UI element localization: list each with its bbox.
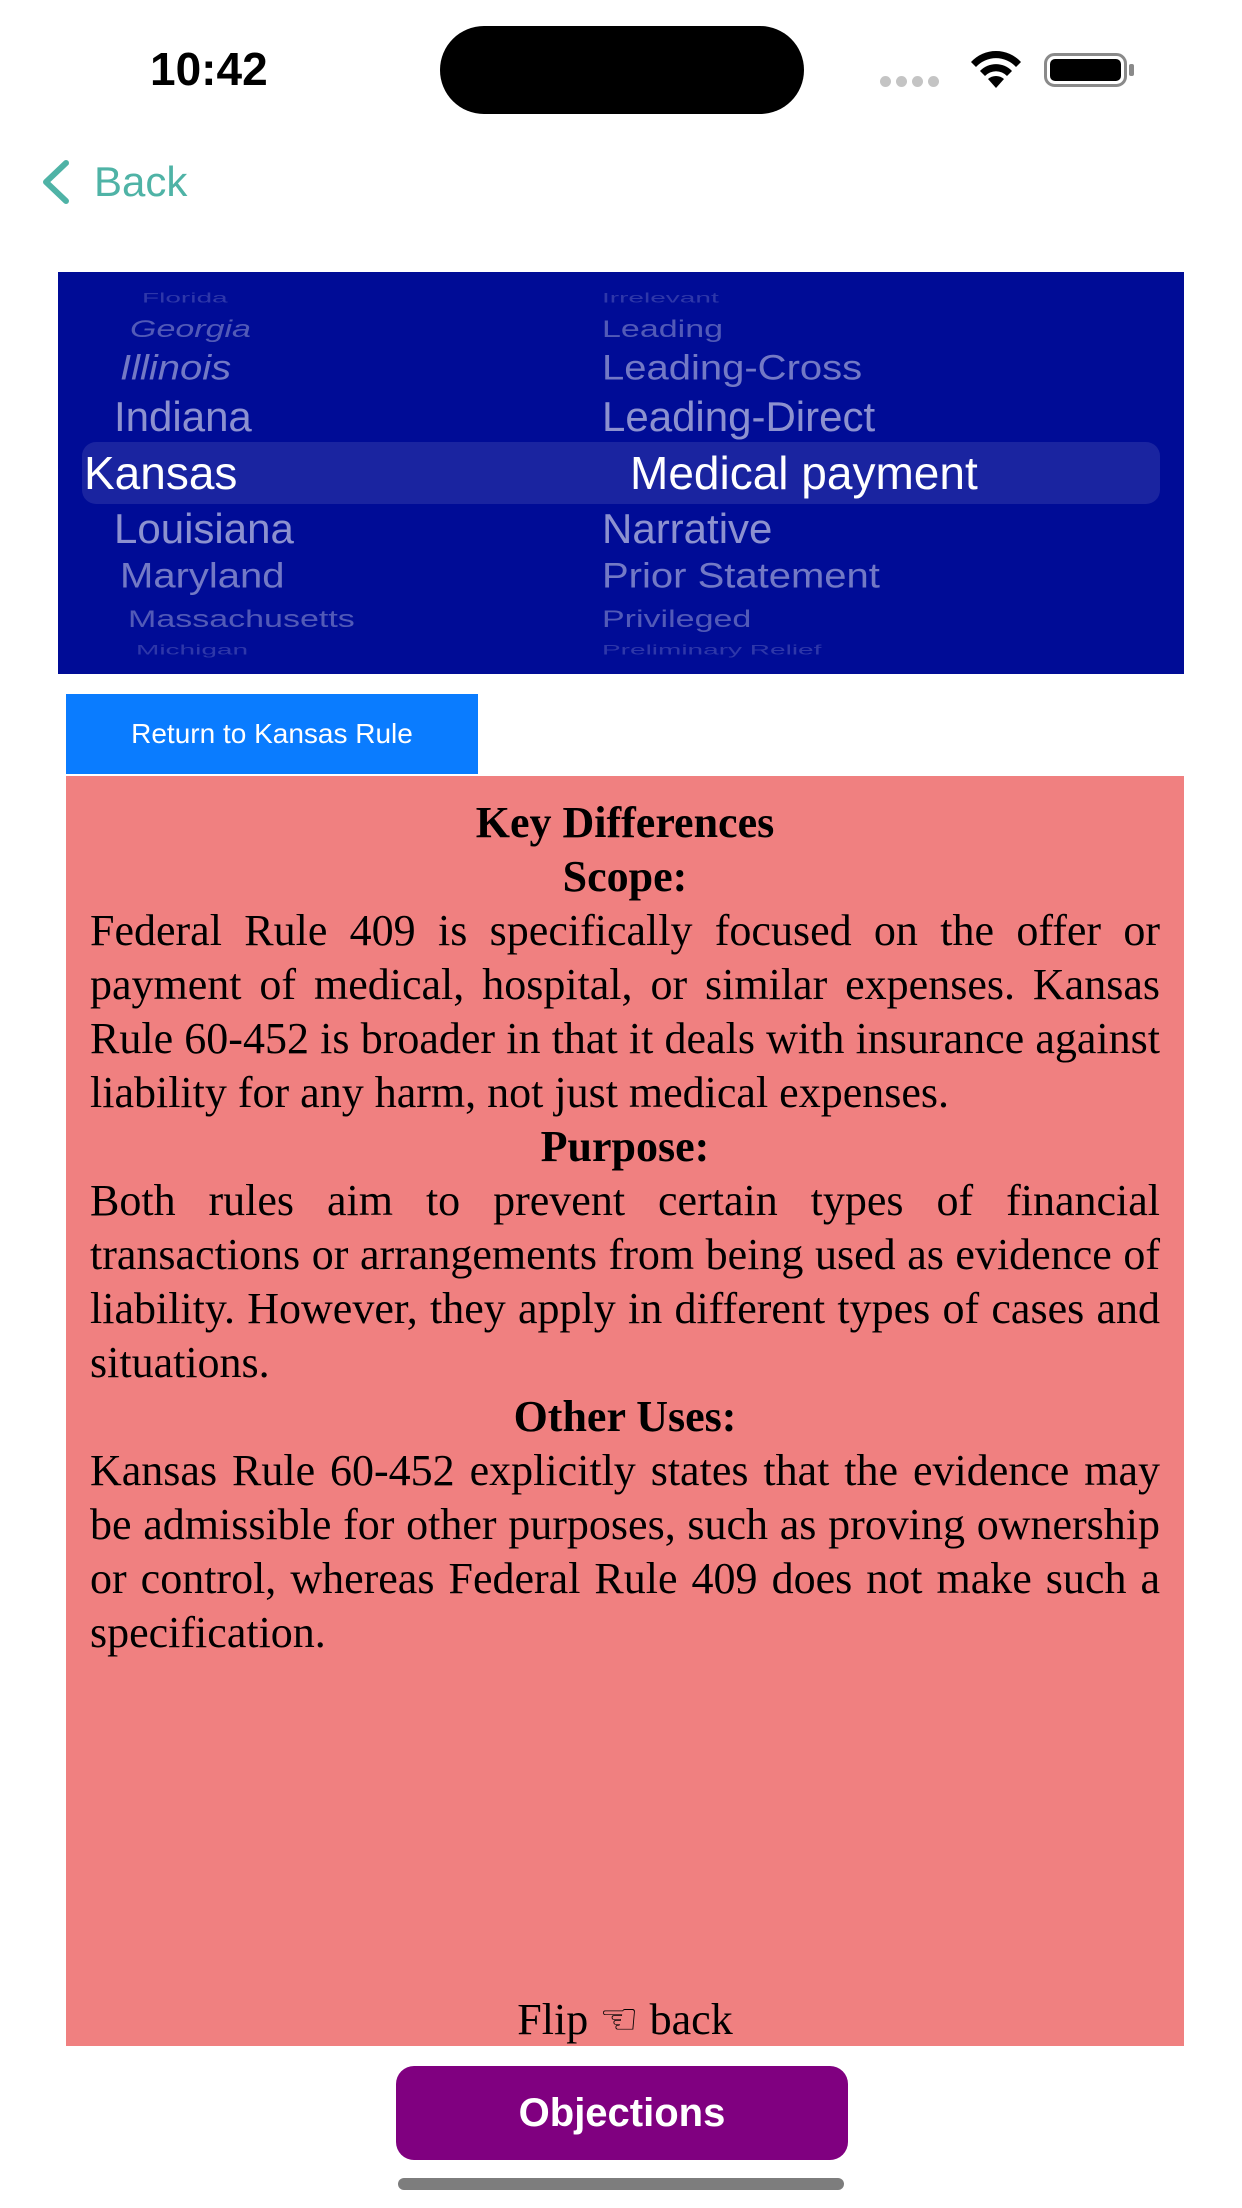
picker-state-option[interactable]: Massachusetts bbox=[128, 605, 355, 633]
picker-rule-option[interactable]: Narrative bbox=[602, 505, 773, 552]
dynamic-island bbox=[440, 26, 804, 114]
section-heading-purpose: Purpose: bbox=[540, 1122, 710, 1171]
comparison-card bbox=[66, 776, 1184, 2046]
card-title: Key Differences bbox=[475, 798, 775, 847]
state-rule-picker[interactable] bbox=[58, 272, 1184, 674]
section-heading-scope: Scope: bbox=[562, 852, 688, 901]
picker-rule-option[interactable]: Privileged bbox=[602, 605, 752, 633]
picker-state-option[interactable]: Michigan bbox=[136, 642, 249, 658]
back-label: Back bbox=[94, 158, 188, 205]
objections-button[interactable]: Objections bbox=[396, 2066, 848, 2160]
cellular-dots-icon bbox=[880, 74, 944, 92]
picker-rule-option[interactable]: Irrelevant bbox=[602, 290, 719, 306]
picker-state-option[interactable]: Maryland bbox=[120, 556, 285, 596]
section-heading-other-uses: Other Uses: bbox=[513, 1392, 737, 1441]
wifi-icon bbox=[966, 50, 1026, 90]
picker-rule-option[interactable]: Leading-Direct bbox=[602, 393, 876, 440]
picker-state-option[interactable]: Illinois bbox=[120, 348, 232, 388]
picker-rule-option[interactable]: Preliminary Relief bbox=[602, 642, 822, 658]
back-chevron-icon bbox=[36, 157, 76, 207]
return-to-rule-button[interactable]: Return to Kansas Rule bbox=[66, 694, 478, 774]
status-time: 10:42 bbox=[150, 43, 268, 95]
back-button[interactable] bbox=[36, 152, 187, 212]
picker-state-option[interactable]: Florida bbox=[142, 290, 228, 306]
picker-selection-highlight bbox=[82, 442, 1160, 504]
picker-rule-option[interactable]: Leading bbox=[602, 315, 724, 343]
picker-state-selected[interactable]: Kansas bbox=[84, 447, 238, 499]
home-indicator[interactable] bbox=[398, 2178, 844, 2190]
picker-rule-option[interactable]: Prior Statement bbox=[602, 556, 880, 596]
battery-icon bbox=[1044, 53, 1136, 87]
section-text-purpose: Both rules aim to prevent certain types of financial transactions or arrangements from being used as evidence of liability. However, they apply in different types of cases and situations. bbox=[90, 1176, 1160, 1387]
flip-back-link[interactable]: Flip ☜ back bbox=[517, 1995, 733, 2044]
section-text-other-uses: Kansas Rule 60-452 explicitly states that the evidence may be admissible for other purposes, such as proving ownership or control, whereas Federal Rule 409 does not make such a specification. bbox=[90, 1446, 1160, 1657]
picker-state-option[interactable]: Georgia bbox=[130, 315, 251, 343]
picker-state-option[interactable]: Louisiana bbox=[114, 505, 294, 552]
status-bar bbox=[0, 0, 1242, 140]
picker-state-option[interactable]: Indiana bbox=[114, 393, 252, 440]
picker-rule-selected[interactable]: Medical payment bbox=[630, 447, 978, 499]
section-text-scope: Federal Rule 409 is specifically focused on the offer or payment of medical, hospital, or similar expenses. Kansas Rule 60-452 is broader in that it deals with insurance against liability for any harm, not just medical expenses. bbox=[90, 906, 1160, 1117]
picker-rule-option[interactable]: Leading-Cross bbox=[602, 348, 863, 388]
